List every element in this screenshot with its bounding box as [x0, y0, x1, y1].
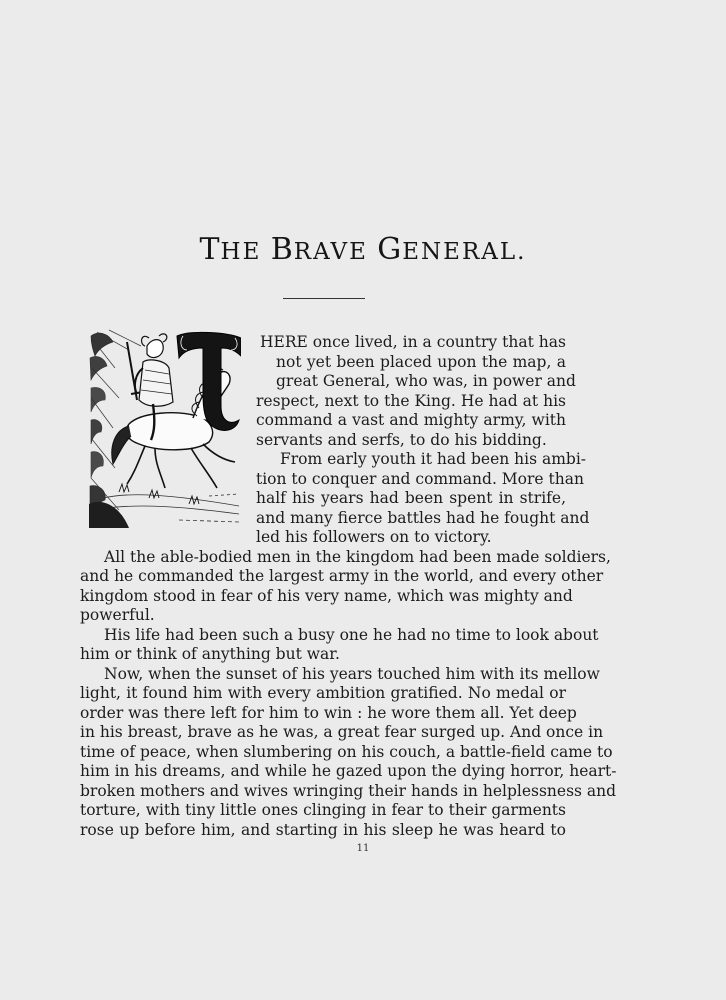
text-line: torture, with tiny little ones clinging in fear to their garments — [80, 801, 566, 819]
text-line: servants and serfs, to do his bidding. — [256, 430, 547, 449]
title-rest-2: RAVE — [293, 239, 378, 265]
title-initial-3: G — [377, 232, 403, 267]
text-line: broken mothers and wives wringing their hands in helplessness and — [80, 781, 617, 800]
text-line: rose up before him, and starting in his sleep he was heard to — [80, 820, 566, 839]
text-line: respect, next to the King. He had at his — [256, 391, 566, 410]
text-line: command a vast and mighty army, with — [256, 411, 566, 429]
text-line: powerful. — [80, 606, 155, 624]
text-line: led his followers on to victory. — [256, 528, 492, 546]
text-line: From early youth it had been his ambi- — [280, 450, 587, 468]
text-line: All the able-bodied men in the kingdom had been made soldiers, — [104, 547, 611, 566]
title-rest-3: ENERAL. — [402, 239, 527, 265]
text-line: time of peace, when slumbering on his couch, a battle-field came to — [80, 742, 613, 761]
text-line: and many fierce battles had he fought and — [256, 508, 590, 527]
text-line: half his years had been spent in strife, — [256, 489, 566, 507]
chapter-title — [0, 232, 726, 267]
text-line: him in his dreams, and while he gazed upon the dying horror, heart- — [80, 762, 617, 780]
text-line: in his breast, brave as he was, a great fear surged up. And once in — [80, 723, 604, 741]
story-text — [80, 333, 617, 840]
text-line: order was there left for him to win : he wore them all. Yet deep — [80, 703, 577, 722]
text-line: him or think of anything but war. — [80, 645, 340, 663]
text-line: HERE once lived, in a country that has — [260, 333, 566, 351]
text-line: light, it found him with every ambition gratified. No medal or — [80, 684, 566, 702]
text-line: and he commanded the largest army in the world, and every other — [80, 567, 604, 585]
text-line: His life had been such a busy one he had no time to look about — [104, 625, 599, 644]
title-rest-1: HE — [220, 239, 271, 265]
text-line: not yet been placed upon the map, a — [276, 352, 566, 371]
title-divider — [283, 298, 365, 299]
text-line: kingdom stood in fear of his very name, which was mighty and — [80, 586, 573, 605]
title-initial-1: T — [199, 232, 221, 267]
text-line: Now, when the sunset of his years touched him with its mellow — [104, 664, 600, 683]
text-line: great General, who was, in power and — [276, 372, 576, 390]
page-number: 11 — [356, 843, 370, 854]
title-initial-2: B — [270, 232, 294, 267]
text-line: tion to conquer and command. More than — [256, 469, 584, 488]
